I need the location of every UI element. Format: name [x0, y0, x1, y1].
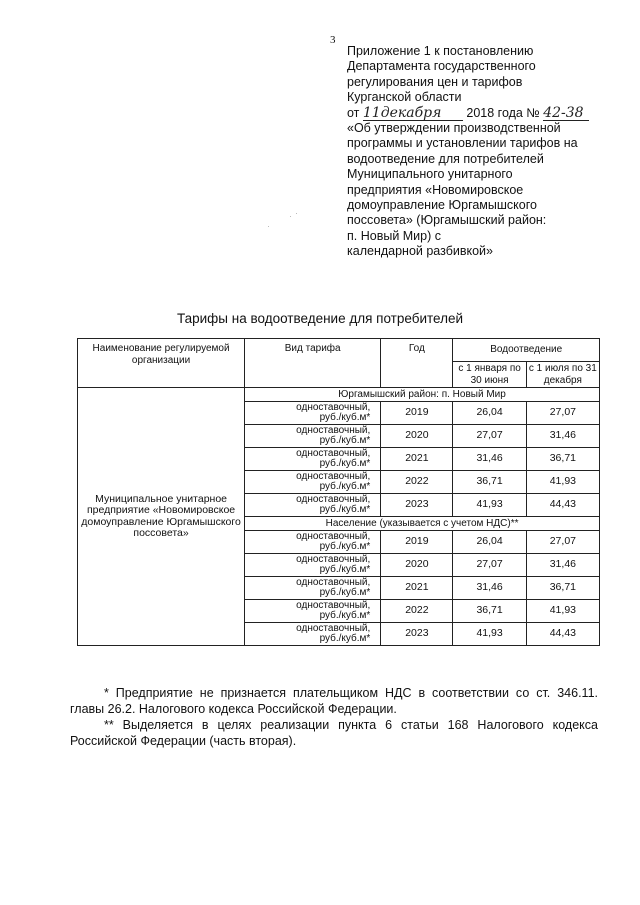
period1-cell: 31,46 [453, 448, 526, 471]
appendix-line: Департамента государственного [347, 59, 536, 74]
period1-cell: 41,93 [453, 494, 526, 517]
header-year: Год [381, 339, 453, 388]
tariff-table [77, 338, 600, 646]
tariff-type-cell: одноставочный, руб./куб.м* [245, 531, 381, 554]
section-title: Население (указывается с учетом НДС)** [245, 517, 600, 531]
handwritten-date: 11декабря [363, 107, 463, 121]
appendix-subject-line: «Об утверждении производственной [347, 121, 561, 136]
appendix-subject-line: предприятия «Новомировское [347, 182, 524, 197]
tariff-type-cell: одноставочный, руб./куб.м* [245, 425, 381, 448]
year-cell: 2019 [381, 531, 453, 554]
header-period-2: с 1 июля по 31 декабря [526, 362, 599, 388]
year-cell: 2023 [381, 494, 453, 517]
period2-cell: 41,93 [526, 471, 599, 494]
table-header-row [78, 339, 600, 362]
period1-cell: 27,07 [453, 554, 526, 577]
year-cell: 2019 [381, 402, 453, 425]
appendix-subject-line: календарной разбивкой» [347, 244, 493, 259]
header-service: Водоотведение [453, 339, 600, 362]
scan-speck [290, 216, 291, 217]
period1-cell: 41,93 [453, 623, 526, 646]
period2-cell: 27,07 [526, 402, 599, 425]
year-cell: 2022 [381, 471, 453, 494]
scan-speck [268, 226, 269, 227]
appendix-subject-line: Муниципального унитарного [347, 167, 513, 182]
period1-cell: 36,71 [453, 600, 526, 623]
appendix-subject-line: п. Новый Мир) с [347, 228, 442, 243]
period2-cell: 31,46 [526, 425, 599, 448]
period1-cell: 26,04 [453, 402, 526, 425]
footnote-vat-population: ** Выделяется в целях реализации пункта 6 статьи 168 Налогового кодекса Российской Федерации (часть вторая). [70, 718, 598, 748]
tariff-type-cell: одноставочный, руб./куб.м* [245, 554, 381, 577]
handwritten-number: 42-38 [543, 107, 589, 121]
appendix-line: Приложение 1 к постановлению [347, 44, 534, 58]
tariff-type-cell: одноставочный, руб./куб.м* [245, 623, 381, 646]
year-cell: 2021 [381, 448, 453, 471]
footnote-vat-exempt: * Предприятие не признается плательщиком НДС в соответствии со ст. 346.11. главы 26.2. Налогового кодекса Российской Федерации. [70, 686, 598, 716]
period2-cell: 44,43 [526, 623, 599, 646]
table-title: Тарифы на водоотведение для потребителей [176, 311, 464, 326]
appendix-subject-line: поссовета» (Юргамышский район: [347, 213, 547, 228]
appendix-line: регулирования цен и тарифов [347, 74, 523, 89]
header-tariff-type: Вид тарифа [245, 339, 381, 388]
section-row [78, 388, 600, 402]
appendix-date-line [347, 106, 617, 121]
date-prefix: от [347, 105, 360, 120]
appendix-subject-line: водоотведение для потребителей [347, 151, 544, 166]
scan-speck [296, 213, 297, 214]
tariff-type-cell: одноставочный, руб./куб.м* [245, 577, 381, 600]
period1-cell: 26,04 [453, 531, 526, 554]
year-cell: 2020 [381, 425, 453, 448]
organization-cell: Муниципальное унитарное предприятие «Новомировское домоуправление Юргамышского поссовета» [78, 388, 245, 646]
year-cell: 2021 [381, 577, 453, 600]
tariff-type-cell: одноставочный, руб./куб.м* [245, 494, 381, 517]
period1-cell: 31,46 [453, 577, 526, 600]
appendix-subject-line: программы и установлении тарифов на [347, 136, 578, 151]
tariff-type-cell: одноставочный, руб./куб.м* [245, 448, 381, 471]
period2-cell: 44,43 [526, 494, 599, 517]
year-cell: 2023 [381, 623, 453, 646]
period1-cell: 27,07 [453, 425, 526, 448]
header-org: Наименование регулируемой организации [78, 339, 245, 388]
appendix-subject-line: домоуправление Юргамышского [347, 198, 537, 213]
period1-cell: 36,71 [453, 471, 526, 494]
tariff-type-cell: одноставочный, руб./куб.м* [245, 402, 381, 425]
appendix-line: Курганской области [347, 90, 462, 105]
period2-cell: 36,71 [526, 448, 599, 471]
section-title: Юргамышский район: п. Новый Мир [245, 388, 600, 402]
tariff-type-cell: одноставочный, руб./куб.м* [245, 471, 381, 494]
year-cell: 2022 [381, 600, 453, 623]
period2-cell: 41,93 [526, 600, 599, 623]
year-cell: 2020 [381, 554, 453, 577]
period2-cell: 27,07 [526, 531, 599, 554]
header-period-1: с 1 января по 30 июня [453, 362, 526, 388]
year-label: 2018 года № [466, 105, 540, 120]
tariff-type-cell: одноставочный, руб./куб.м* [245, 600, 381, 623]
appendix-header [347, 44, 617, 260]
page-number: 3 [330, 34, 336, 46]
period2-cell: 36,71 [526, 577, 599, 600]
period2-cell: 31,46 [526, 554, 599, 577]
footnotes [70, 685, 598, 749]
